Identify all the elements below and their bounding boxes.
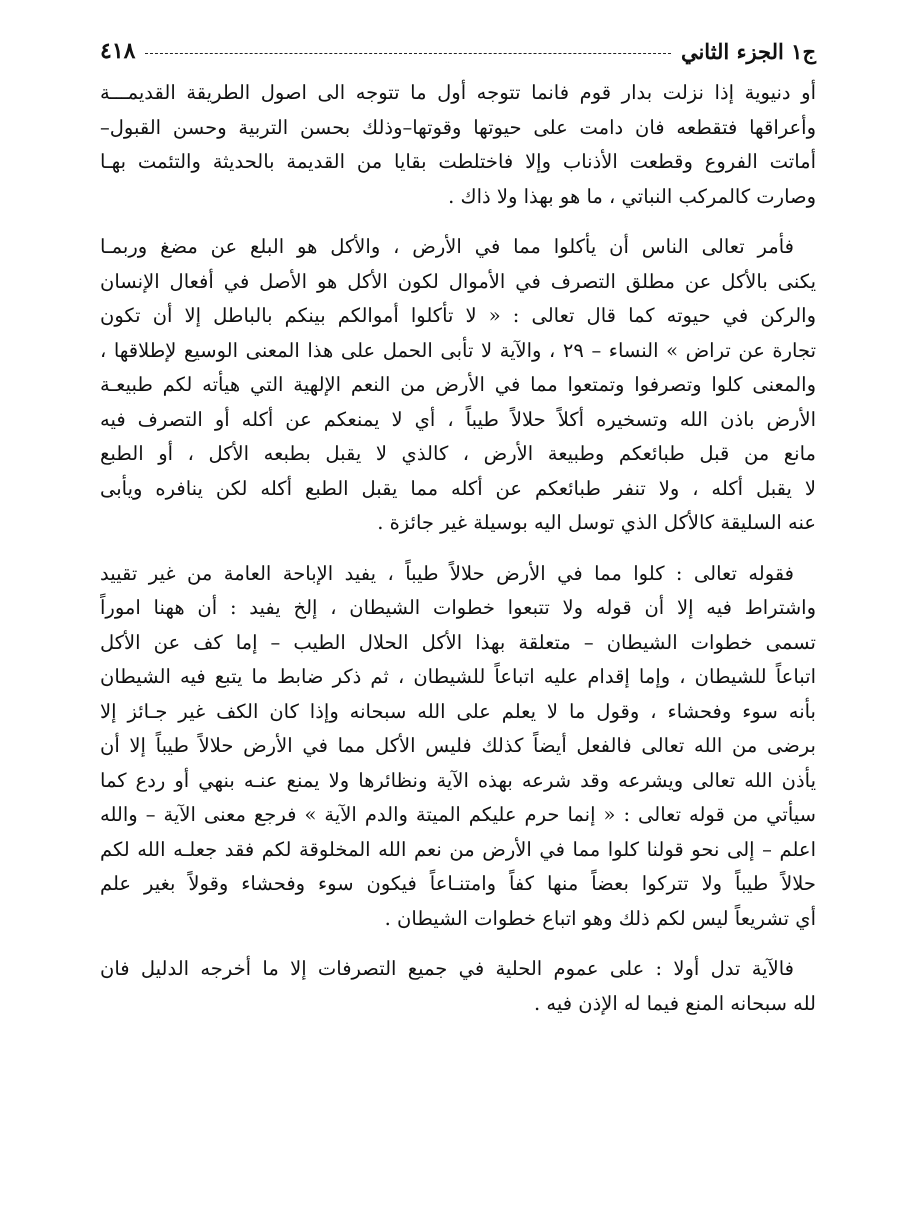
text-line: فأمر تعالى الناس أن يأكلوا مما في الأرض ، والأكل هو البلع عن مضغ وربمـا: [100, 235, 794, 258]
text-line: الأرض باذن الله وتسخيره أكلاً حلالاً طيباً ، أي لا يمنعكم عن أكله أو التصرف فيه: [100, 407, 816, 431]
text-line: فقوله تعالى : كلوا مما في الأرض حلالاً طيباً ، يفيد الإباحة العامة من غير تقييد: [100, 561, 794, 585]
text-line: وأعراقها فتقطعه فان دامت على حيوتها وقوتها–وذلك بحسن التربية وحسن القبول–: [100, 115, 816, 139]
text-line: تجارة عن تراض » النساء – ٢٩ ، والآية لا تأبى الحمل على هذا المعنى الوسيع لإطلاقها ،: [100, 338, 816, 362]
page-header: [100, 34, 816, 68]
paragraph-4: [100, 952, 816, 1021]
text-line: أو دنيوية إذا نزلت بدار قوم فانما تتوجه أول ما تتوجه الى اصول الطريقة القديمـــة: [100, 81, 816, 104]
text-line: اعلم – إلى نحو قولنا كلوا مما في الأرض من نعم الله المخلوقة لكم فقد جعلـه الله لكم: [100, 837, 816, 861]
text-line: والمعنى كلوا وتصرفوا وتمتعوا مما في الأرض من النعم الإلهية التي هيأته لكم طبيعـة: [100, 373, 816, 396]
text-line: واشتراط فيه إلا أن قوله ولا تتبعوا خطوات الشيطان ، إلخ يفيد : أن ههنا اموراً: [100, 596, 816, 619]
text-line: عنه السليقة كالأكل الذي توسل اليه بوسيلة غير جائزة .: [377, 511, 816, 534]
text-line: لله سبحانه المنع فيما له الإذن فيه .: [534, 991, 816, 1015]
text-line: سيأتي من قوله تعالى : « إنما حرم عليكم الميتة والدم الآية » فرجع معنى الآية – والله: [100, 803, 816, 826]
text-line: مانع من قبل طبائعكم وطبيعة الأرض ، كالذي لا يقبل بطبعه الأكل ، أو الطبع: [100, 442, 816, 465]
text-line: يكنى بالأكل عن مطلق التصرف في الأموال لكون الأكل هو الأصل في أفعال الإنسان: [100, 269, 816, 293]
page-number: ٤١٨: [100, 38, 136, 64]
running-title: ج١ الجزء الثاني: [680, 38, 816, 64]
book-page: [100, 34, 816, 1021]
text-line: برضى من الله تعالى فالفعل أيضاً كذلك فليس الأكل مما في الأرض حلالاً طيباً إلا أن: [100, 734, 816, 757]
text-line: أماتت الفروع وقطعت الأذناب وإلا فاختلطت بقايا من القديمة بالحديثة والتئمت بهـا: [100, 150, 816, 173]
paragraph-3: [100, 557, 816, 937]
text-line: وصارت كالمركب النباتي ، ما هو بهذا ولا ذاك .: [448, 184, 816, 208]
text-line: فالآية تدل أولا : على عموم الحلية في جميع التصرفات إلا ما أخرجه الدليل فان: [100, 957, 794, 980]
text-line: حلالاً طيباً ولا تتركوا بعضاً منها كفاً وامتنـاعاً فيكون سوء وفحشاء وقولاً بغير علم: [100, 872, 816, 895]
text-line: اتباعاً للشيطان ، وإما إقدام عليه اتباعاً للشيطان ، ثم ذكر ضابط ما يتبع فيه الشيطان: [100, 665, 816, 688]
paragraph-2: [100, 230, 816, 541]
text-line: والركن في حيوته كما قال تعالى : « لا تأكلوا أموالكم بينكم بالباطل إلا أن تكون: [100, 304, 816, 327]
text-line: تسمى خطوات الشيطان – متعلقة بهذا الأكل الحلال الطيب – إما كف عن الأكل: [100, 630, 816, 654]
paragraph-1: [100, 76, 816, 214]
text-line: بأنه سوء وفحشاء ، وقول ما لا يعلم على الله سبحانه وإذا كان الكف غير جـائز إلا: [100, 699, 816, 723]
text-line: يأذن الله تعالى ويشرعه وقد شرعه بهذه الآية ونظائرها ولا يمنع عنـه بنهي أو ردع كما: [100, 768, 816, 792]
text-line: أي تشريعاً ليس لكم ذلك وهو اتباع خطوات الشيطان .: [384, 906, 816, 930]
header-dashed-rule: [145, 53, 671, 54]
text-line: لا يقبل أكله ، ولا تنفر طبائعكم عن أكله مما يقبل الطبع أكله لكن ينافره ويأبى: [100, 476, 816, 500]
